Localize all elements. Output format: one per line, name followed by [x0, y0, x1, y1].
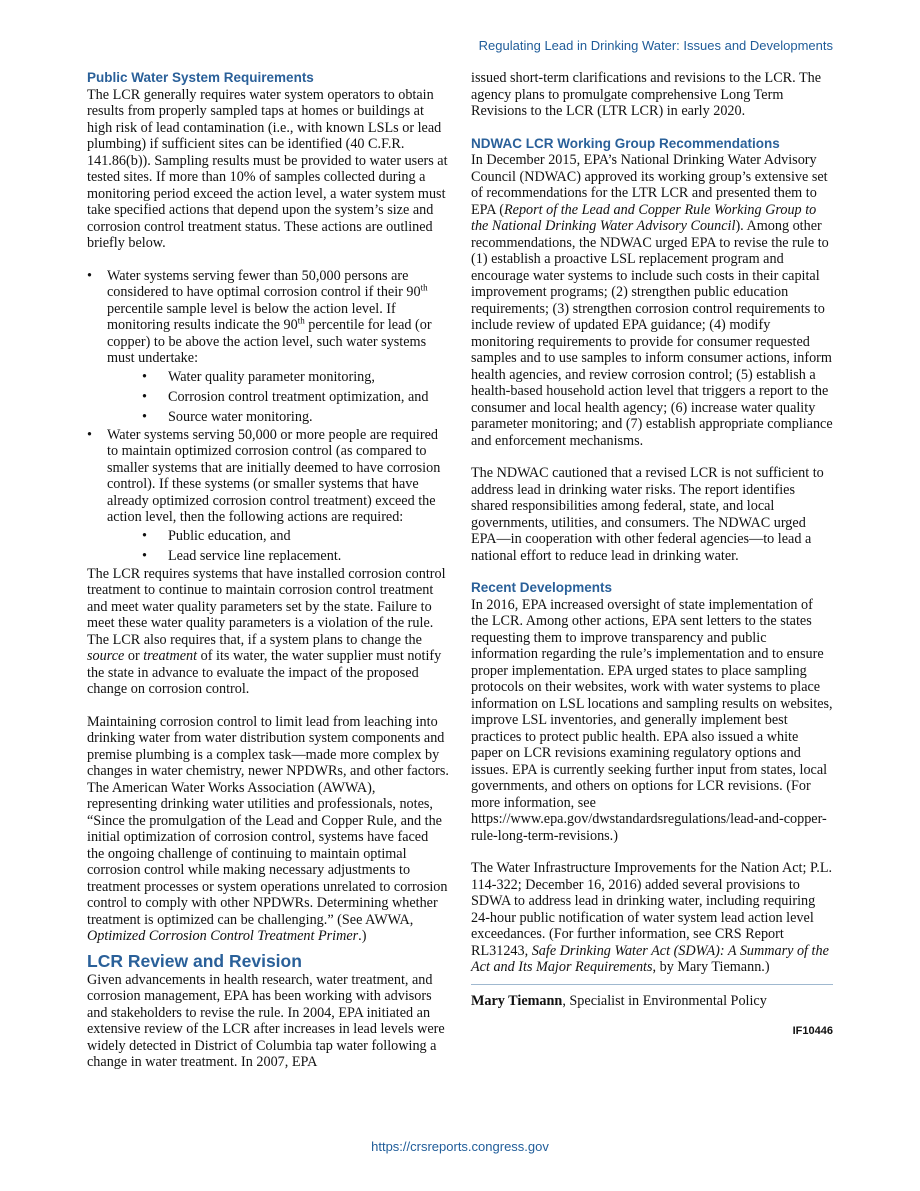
wiin-paragraph: The Water Infrastructure Improvements for the Nation Act; P.L. 114-322; December 16, 2016) added several provisions to SDWA to address lead in drinking water, including requiring 24-hour public notification of water system lead action level exceedances. (For further information, see CRS Report RL31243, Safe Drinking Water Act (SDWA): A Summary of the Act and Its Major Requirements, by Mary Tiemann.) [471, 860, 833, 975]
list-item: • Public education, and [87, 526, 449, 546]
ndwac-paragraph: In December 2015, EPA’s National Drinking Water Advisory Council (NDWAC) approved its working group’s extensive set of recommendations for the LTR LCR and presented them to EPA (Report of the Lead and Copper Rule Working Group to the National Drinking Water Advisory Council). Among other recommendations, the NDWAC urged EPA to revise the rule to (1) establish a proactive LSL replacement program and encourage water systems to include such costs in their capital improvement programs; (2) strengthen public education requirements; (3) strengthen corrosion control requirements to include review of updated EPA guidance; (4) modify monitoring requirements to provide for consumer requested samples and to use samples to inform consumer actions, inform health agencies, and review corrosion control; (5) establish a health-based household action level that triggers a report to the consumer and local health agency; (6) increase water quality parameter monitoring; and (7) establish appropriate compliance and enforcement mechanisms. [471, 152, 833, 449]
divider [471, 984, 833, 985]
sub-list [87, 526, 449, 566]
author-line: Mary Tiemann, Specialist in Environmental Policy [471, 992, 767, 1009]
recent-paragraph: In 2016, EPA increased oversight of state implementation of the LCR. Among other actions, EPA sent letters to the states requesting them to improve transparency and public information regarding the rule’s implementation and to ensure proper implementation. EPA urged states to place sampling protocols on their websites, work with water systems to place information on LSL locations and sampling results on websites, improve LSL inventories, and generally implement best practices to protect public health. EPA also issued a white paper on LCR revisions examining regulatory options and issues. EPA is currently seeking further input from states, local governments, and others on options for LCR revisions. (For more information, see https://www.epa.gov/dwstandardsregulations/lead-and-copper-rule-long-term-revisions.) [471, 596, 833, 844]
list-item: • Lead service line replacement. [87, 546, 449, 566]
ndwac-caution-paragraph: The NDWAC cautioned that a revised LCR is not sufficient to address lead in drinking water risks. The report identifies shared responsibilities among federal, state, and local governments, utilities, and consumers. The NDWAC urged EPA—in cooperation with other federal agencies—to lead a national effort to reduce lead in drinking water. [471, 465, 824, 564]
document-id: IF10446 [792, 1025, 833, 1037]
list-item: • Water systems serving 50,000 or more people are required to maintain optimized corrosion control (as compared to smaller systems that are initially deemed to have corrosion control). If these systems (or smaller systems that have already optimized corrosion control treatment) exceed the action level, then the following actions are required: • Public education, and • Lead service line replacement. [87, 427, 449, 566]
right-column [471, 70, 833, 1040]
pws-heading: Public Water System Requirements [87, 70, 314, 85]
review-paragraph: Given advancements in health research, water treatment, and corrosion management, EPA has been working with advisors and stakeholders to revise the rule. In 2004, EPA initiated an extensive review of the LCR after increases in lead levels were widely detected in District of Columbia tap water following a change in water treatment. In 2007, EPA [87, 971, 445, 1070]
action-list [87, 268, 449, 566]
pws-paragraph: The LCR generally requires water system operators to obtain results from properly sampled taps at homes or buildings at high risk of lead contamination (i.e., with known LSLs or lead plumbing) if sufficient sites can be identified (40 C.F.R. 141.86(b)). Sampling results must be provided to water users at tested sites. If more than 10% of samples collected during a monitoring period exceed the action level, a water system must take specified actions that depend upon the system’s size and corrosion control treatment status. These actions are outlined briefly below. [87, 86, 448, 251]
list-item: • Source water monitoring. [87, 407, 449, 427]
continued-paragraph: issued short-term clarifications and revisions to the LCR. The agency plans to promulgate comprehensive Long Term Revisions to the LCR (LTR LCR) in early 2020. [471, 70, 822, 119]
footer-link[interactable]: https://crsreports.congress.gov [371, 1139, 549, 1154]
left-column [87, 70, 449, 1071]
list-item: • Water quality parameter monitoring, [87, 367, 449, 387]
corrosion-control-paragraph: Maintaining corrosion control to limit lead from leaching into drinking water from water distribution system components and premise plumbing is a complex task—made more complex by changes in water chemistry, newer NPDWRs, and other factors. The American Water Works Association (AWWA), representing drinking water utilities and professionals, notes, “Since the promulgation of the Lead and Copper Rule, and the initial optimization of corrosion control, systems have faced the ongoing challenge of continuing to maintain optimal corrosion control while making necessary adjustments to treatment processes or system operations unrelated to corrosion control to comply with other NPDWRs. Determining whether treatment is optimized can be challenging.” (See AWWA, Optimized Corrosion Control Treatment Primer.) [87, 713, 449, 944]
sub-list [87, 367, 449, 427]
review-heading: LCR Review and Revision [87, 950, 302, 971]
lcr-requirements-paragraph: The LCR requires systems that have installed corrosion control treatment to continue to maintain corrosion control treatment and meet water quality parameters set by the state. Failure to meet these water quality parameters is a violation of the rule. The LCR also requires that, if a system plans to change the source or treatment of its water, the water supplier must notify the state in advance to evaluate the impact of the proposed change on corrosion control. [87, 565, 446, 697]
list-item: • Corrosion control treatment optimization, and [87, 387, 449, 407]
ndwac-heading: NDWAC LCR Working Group Recommendations [471, 135, 780, 151]
recent-heading: Recent Developments [471, 580, 613, 595]
list-item: • Water systems serving fewer than 50,000 persons are considered to have optimal corrosion control if their 90th percentile sample level is below the action level. If monitoring results indicate the 90th percentile for lead (or copper) to be above the action level, such water systems must undertake: • Water quality parameter monitoring, • Corrosion control treatment optimization, and • Source water monitoring. [87, 268, 449, 427]
running-header: Regulating Lead in Drinking Water: Issues and Developments [478, 38, 833, 53]
